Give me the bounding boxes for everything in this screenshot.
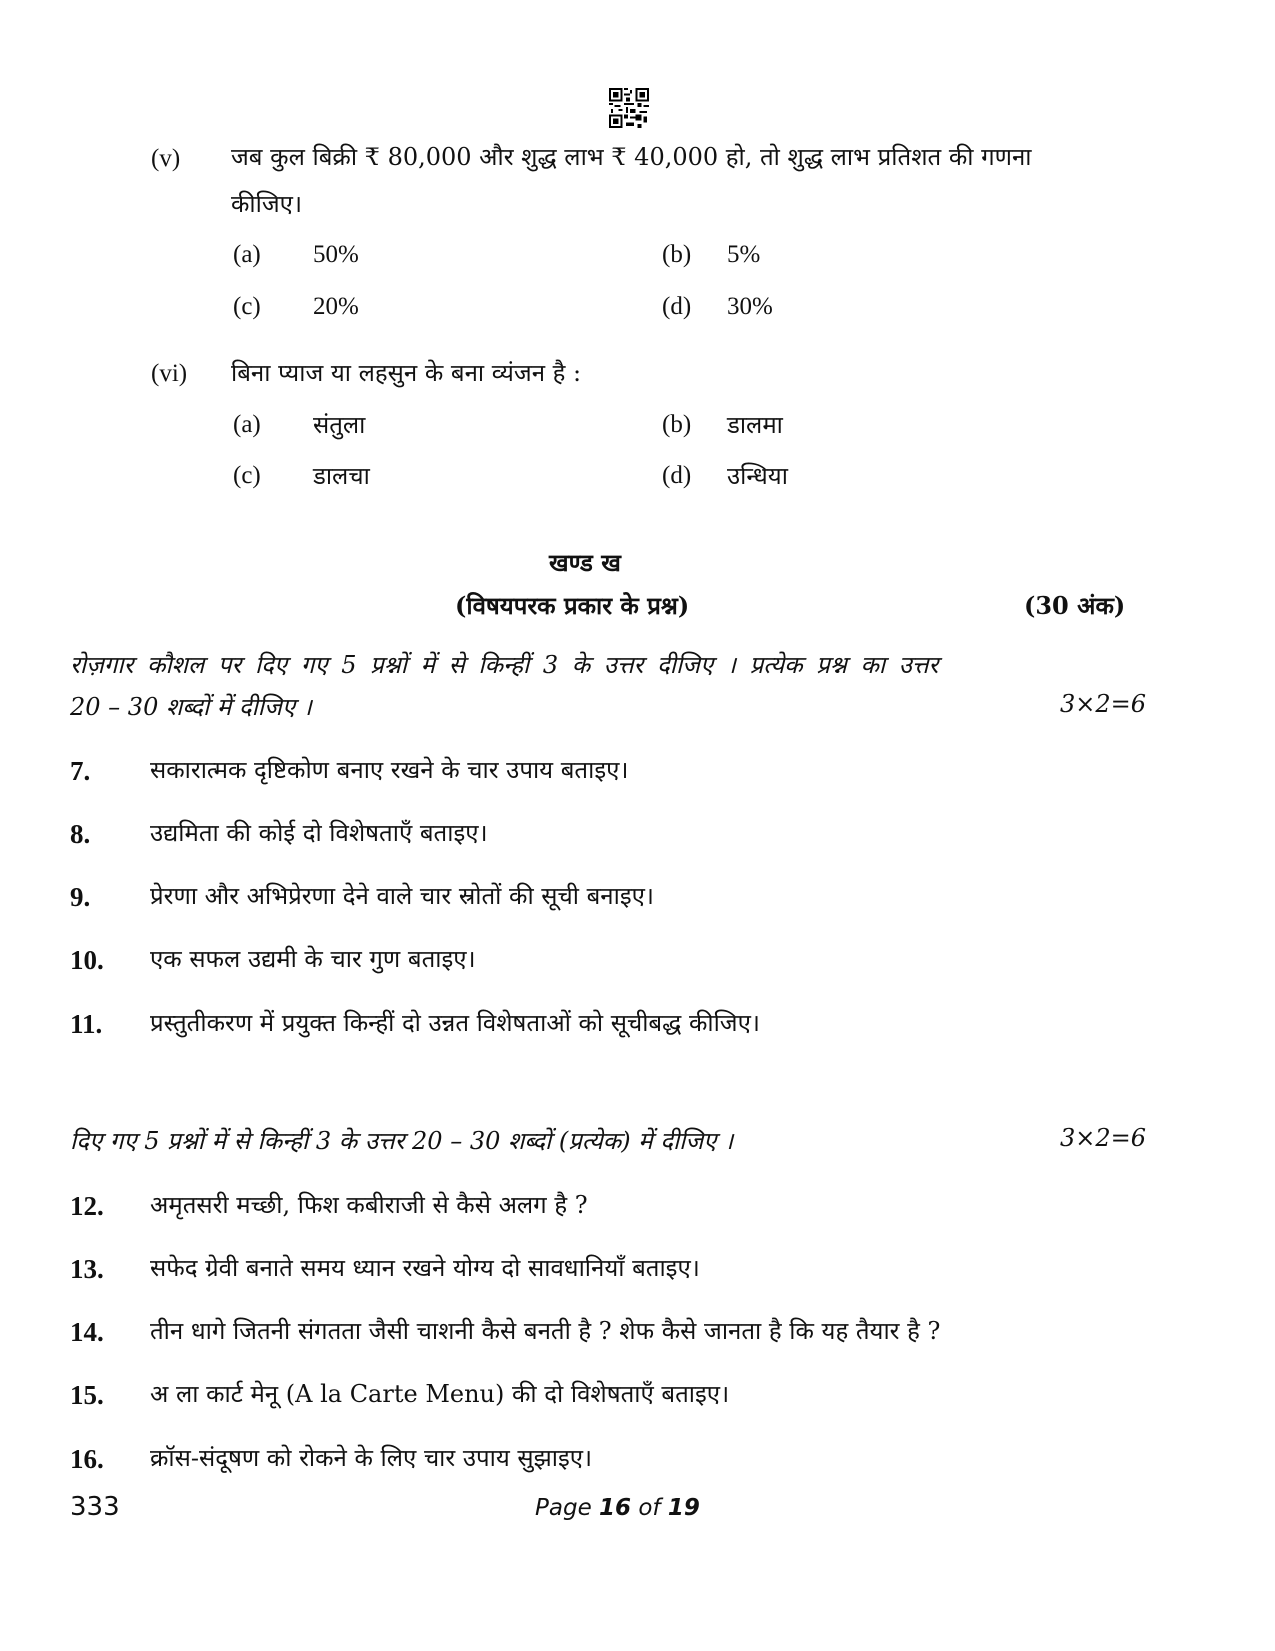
question-number: 10. [70, 945, 104, 975]
question-number: 14. [70, 1317, 104, 1347]
q-vi-option-c-text: डालचा [313, 462, 370, 490]
section-b-subtitle: (विषयपरक प्रकार के प्रश्न) [455, 591, 690, 620]
q-v-option-a-label: (a) [233, 241, 261, 268]
page-of: of [631, 1495, 668, 1521]
q-v-option-c-text: 20% [313, 293, 359, 320]
q-vi-option-d-text: उन्धिया [727, 462, 788, 490]
question-number: 16. [70, 1444, 104, 1474]
question-number: 15. [70, 1380, 104, 1410]
question-text: क्रॉस-संदूषण को रोकने के लिए चार उपाय सुझाइए। [150, 1444, 593, 1472]
question-text: उद्यमिता की कोई दो विशेषताएँ बताइए। [150, 819, 488, 847]
section-b-title: खण्ड ख [549, 548, 621, 577]
instruction-2-marks: 3×2=6 [1060, 1124, 1147, 1152]
question-text: सफेद ग्रेवी बनाते समय ध्यान रखने योग्य दो सावधानियाँ बताइए। [150, 1254, 700, 1282]
question-number: 8. [70, 819, 91, 849]
q-vi-option-d-label: (d) [662, 462, 692, 489]
paper-code: 333 [70, 1492, 120, 1522]
q-vi-option-a-label: (a) [233, 411, 261, 438]
page-total: 19 [667, 1495, 700, 1521]
instruction-1-line2: 20 – 30 शब्दों में दीजिए । [70, 693, 312, 721]
question-text: प्रस्तुतीकरण में प्रयुक्त किन्हीं दो उन्नत विशेषताओं को सूचीबद्ध कीजिए। [150, 1009, 760, 1037]
question-number: 12. [70, 1191, 104, 1221]
q-v-option-a-text: 50% [313, 241, 359, 268]
q-v-option-b-label: (b) [662, 241, 692, 268]
question-v-text-line1: जब कुल बिक्री ₹ 80,000 और शुद्ध लाभ ₹ 40,000 हो, तो शुद्ध लाभ प्रतिशत की गणना [231, 143, 1032, 171]
question-number: 13. [70, 1254, 104, 1284]
instruction-2-text: दिए गए 5 प्रश्नों में से किन्हीं 3 के उत्तर 20 – 30 शब्दों (प्रत्येक) में दीजिए । [70, 1127, 734, 1155]
question-number: 7. [70, 756, 91, 786]
page-prefix: Page [535, 1495, 600, 1521]
qr-code-icon [609, 88, 649, 128]
question-vi-text: बिना प्याज या लहसुन के बना व्यंजन है : [231, 359, 582, 387]
question-number: 9. [70, 882, 91, 912]
question-number: 11. [70, 1009, 103, 1039]
q-vi-option-b-text: डालमा [727, 411, 783, 439]
page-number [535, 1495, 700, 1521]
section-b-marks: (30 अंक) [1024, 591, 1126, 620]
q-v-option-d-text: 30% [727, 293, 773, 320]
q-v-option-c-label: (c) [233, 293, 261, 320]
question-text: अमृतसरी मच्छी, फिश कबीराजी से कैसे अलग है ? [150, 1191, 588, 1219]
q-v-option-d-label: (d) [662, 293, 692, 320]
question-text: तीन धागे जितनी संगतता जैसी चाशनी कैसे बनती है ? शेफ कैसे जानता है कि यह तैयार है ? [150, 1317, 941, 1345]
question-v-text-line2: कीजिए। [231, 190, 303, 218]
question-text: सकारात्मक दृष्टिकोण बनाए रखने के चार उपाय बताइए। [150, 756, 629, 784]
q-v-option-b-text: 5% [727, 241, 761, 268]
instruction-1-marks: 3×2=6 [1060, 690, 1147, 718]
q-vi-option-c-label: (c) [233, 462, 261, 489]
question-text: एक सफल उद्यमी के चार गुण बताइए। [150, 945, 476, 973]
question-v-label: (v) [151, 145, 181, 172]
question-text: अ ला कार्ट मेनू (A la Carte Menu) की दो विशेषताएँ बताइए। [150, 1380, 730, 1408]
question-vi-label: (vi) [151, 360, 188, 387]
instruction-1-line1: रोज़गार कौशल पर दिए गए 5 प्रश्नों में से किन्हीं 3 के उत्तर दीजिए । प्रत्येक प्रश्न का उत्तर [70, 651, 939, 679]
page-current: 16 [599, 1495, 632, 1521]
question-text: प्रेरणा और अभिप्रेरणा देने वाले चार स्रोतों की सूची बनाइए। [150, 882, 654, 910]
q-vi-option-a-text: संतुला [313, 411, 366, 439]
q-vi-option-b-label: (b) [662, 411, 692, 438]
